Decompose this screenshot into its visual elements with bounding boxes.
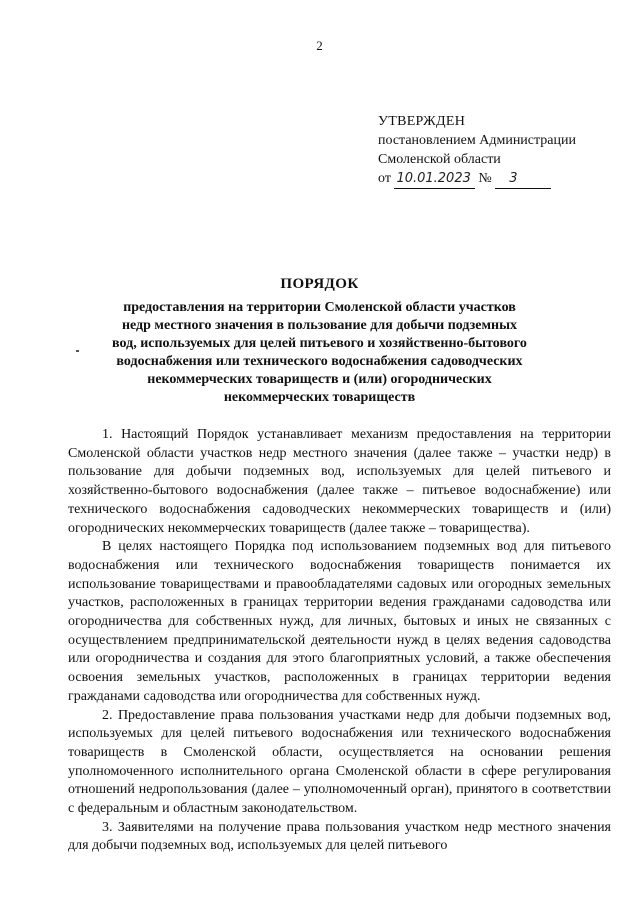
approval-date-row [378,169,576,189]
paragraph-4: 3. Заявителями на получение права пользования участком недр местного значения для добычи подземных вод, используемых для целей питьевого [68,819,611,854]
approval-line-2: Смоленской области [378,152,501,167]
document-subtitle: предоставления на территории Смоленской области участков недр местного значения в пользование для добычи подземных вод, используемых для целей питьевого и хозяйственно-бытового водоснабжения или технического водоснабжения садоводческих некоммерческих товариществ и (или) огороднических некоммерческих товариществ [112,300,527,405]
document-title: ПОРЯДОК [280,276,359,292]
title-block [0,276,639,407]
approval-heading: УТВЕРЖДЕН [378,114,466,129]
handwritten-number: 3 [495,169,551,189]
date-prefix: от [378,171,391,186]
handwritten-date: 10.01.2023 [394,169,474,189]
scan-artifact [76,350,79,352]
document-body [68,426,611,856]
paragraph-1: 1. Настоящий Порядок устанавливает механизм предоставления на территории Смоленской области участков недр местного значения (далее также – участки недр) в пользование для добычи подземных вод, используемых для целей питьевого и хозяйственно-бытового водоснабжения (далее также – питьевое водоснабжение) или технического водоснабжения садоводческих некоммерческих товариществ и (или) огороднических некоммерческих товариществ (далее также – товарищества). [68,427,611,536]
paragraph-3: 2. Предоставление права пользования участками недр для добычи подземных вод, используемых для целей питьевого водоснабжения или технического водоснабжения товариществ в Смоленской области, осуществляется на основании решения уполномоченного исполнительного органа Смоленской области в сфере регулирования отношений недропользования (далее – уполномоченный орган), принятого в соответствии с федеральным и областным законодательством. [68,707,611,817]
page-number: 2 [316,38,323,53]
approval-line-1: постановлением Администрации [378,133,576,148]
paragraph-2: В целях настоящего Порядка под использованием подземных вод для питьевого водоснабжения или технического водоснабжения товариществ понимается их использование товариществами и правообладателями садовых или огородных земельных участков, расположенных в границах территории ведения гражданами садоводства или огородничества для собственных нужд, для личных, бытовых и иных не связанных с осуществлением предпринимательской деятельности нужд в целях ведения садоводства или огородничества и создания для этого благоприятных условий, а также обеспечения освоения земельных участков, расположенных в границах территории ведения гражданами садоводства или огородничества для собственных нужд. [68,539,611,704]
number-prefix: № [478,171,492,186]
approval-stamp [378,112,576,189]
